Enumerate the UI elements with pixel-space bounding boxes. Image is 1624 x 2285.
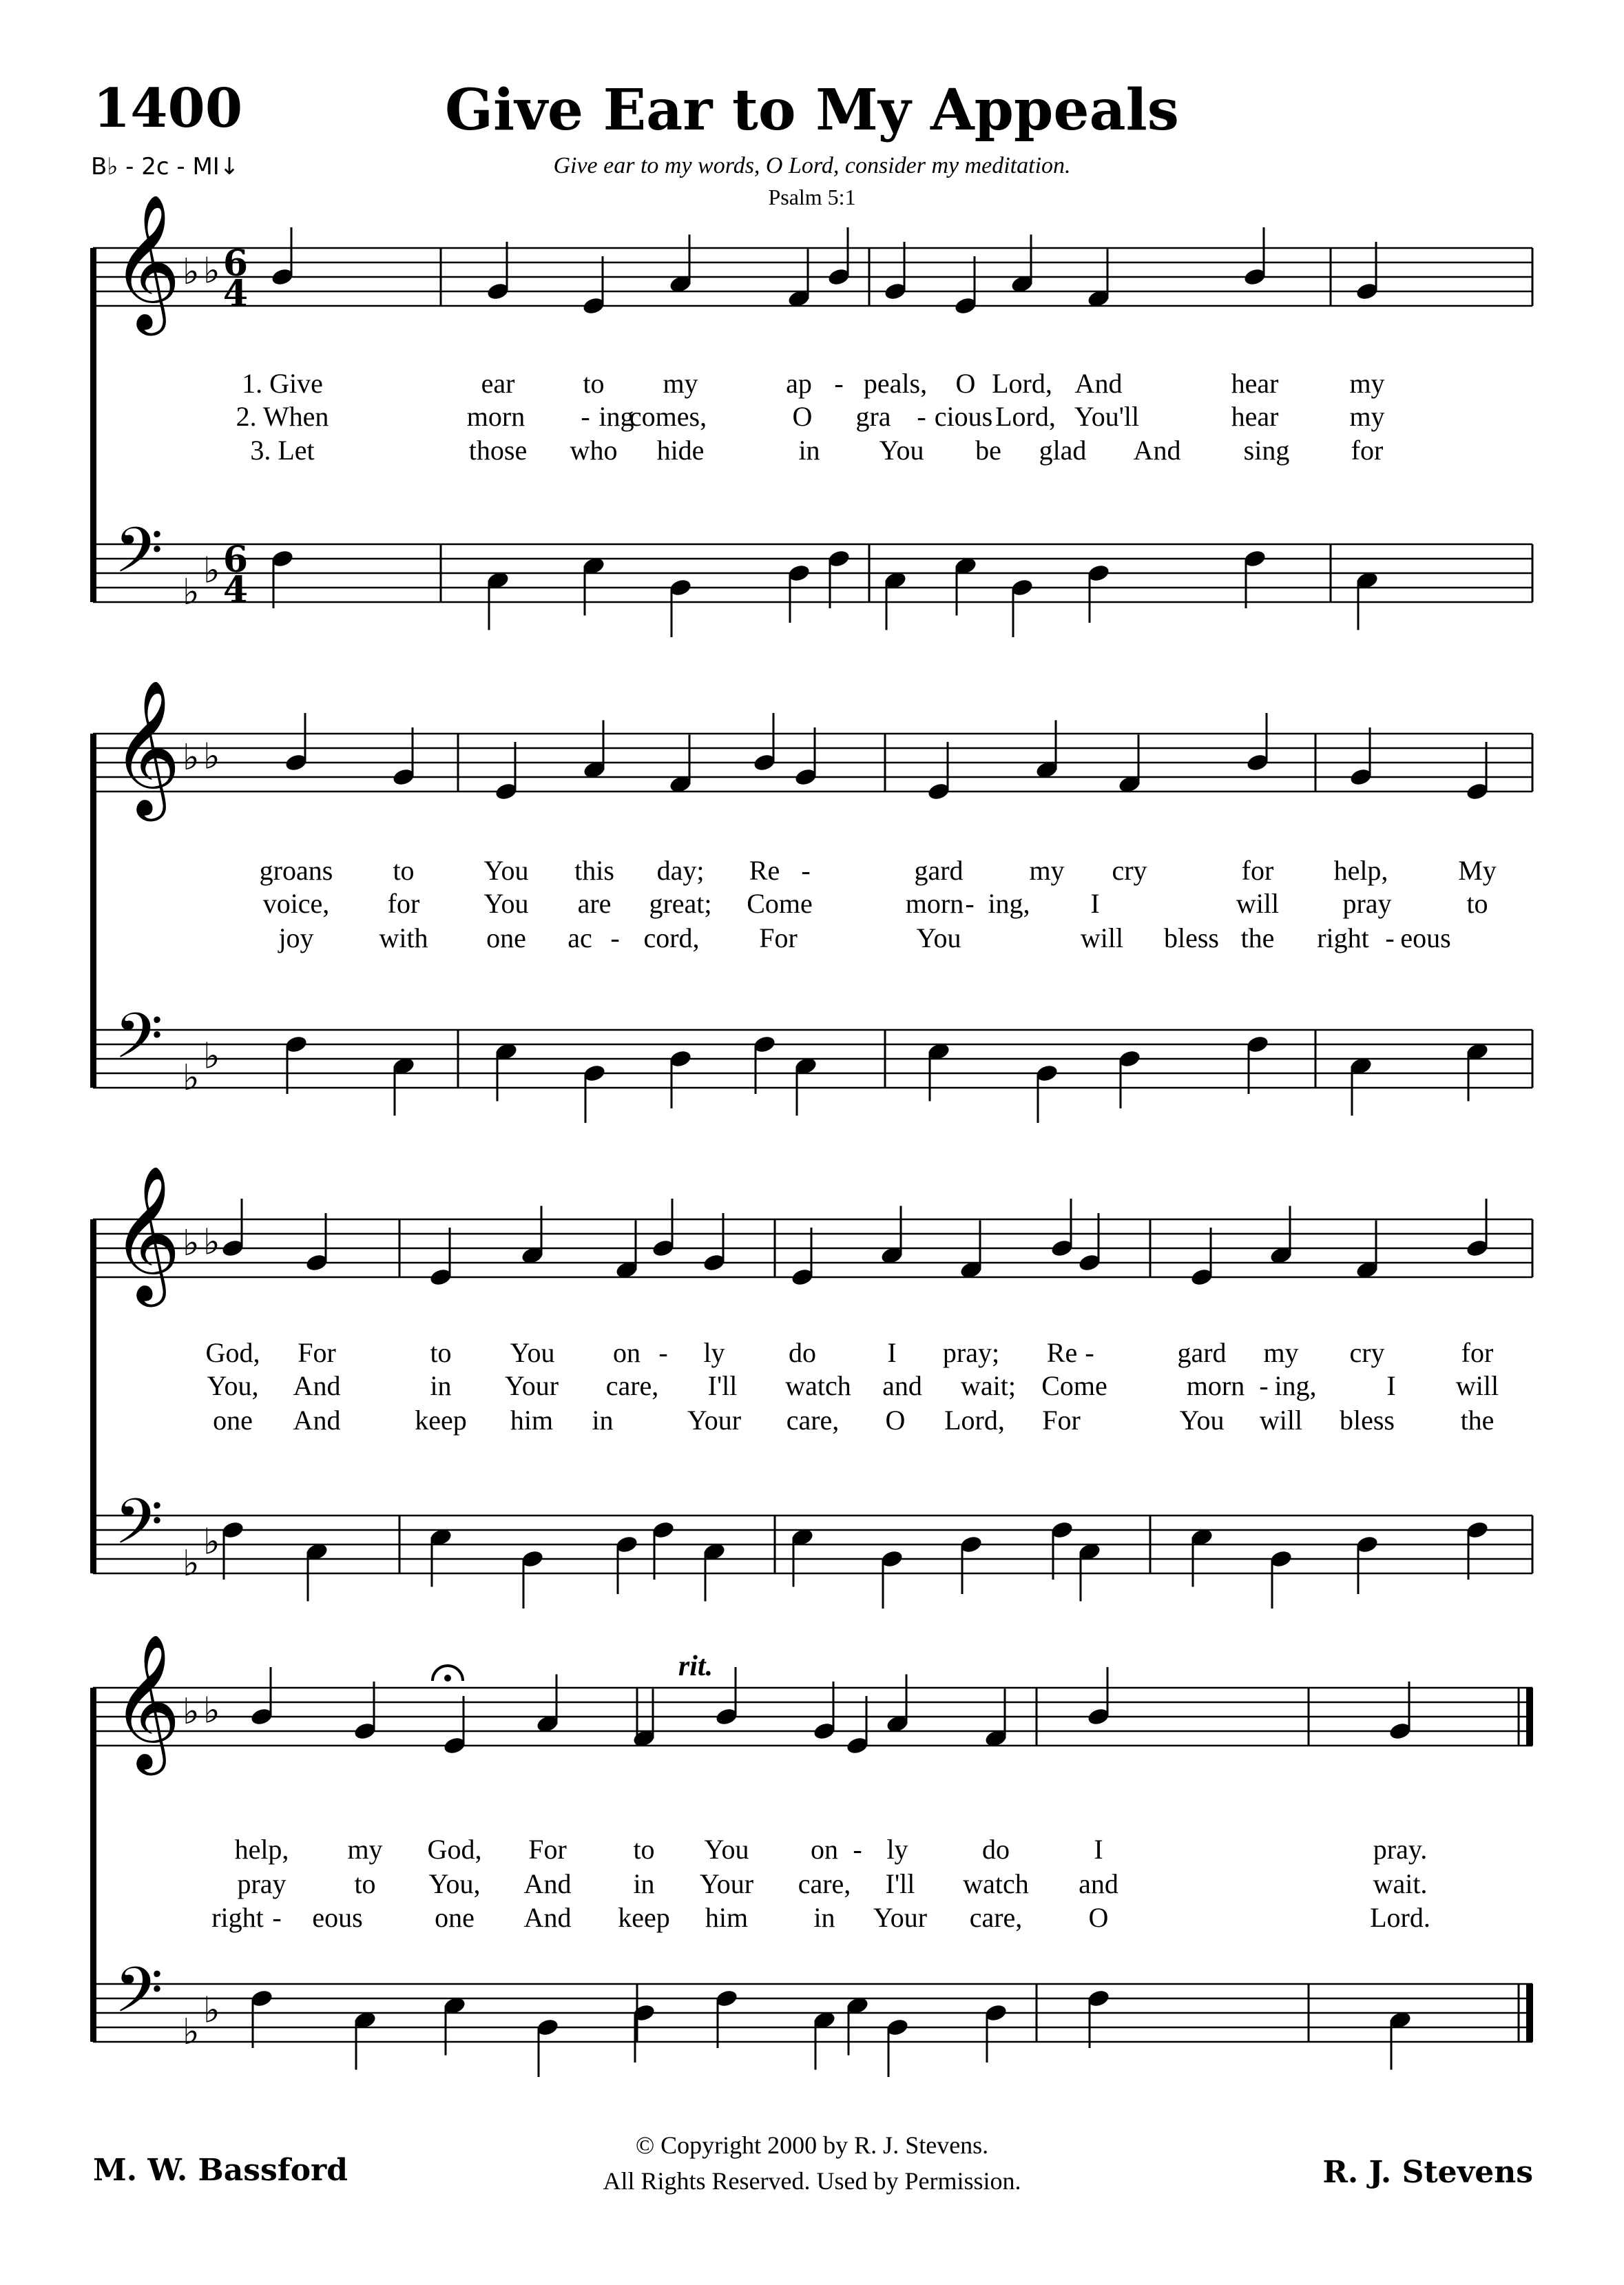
- bass-clef-icon: 𝄢: [114, 1000, 163, 1088]
- lyric-syllable: in: [430, 1370, 452, 1401]
- lyric-syllable: My: [1458, 855, 1497, 886]
- lyric-syllable: -: [1259, 1370, 1269, 1401]
- lyric-syllable: comes,: [629, 401, 707, 432]
- lyric-syllable: And: [293, 1370, 341, 1401]
- lyric-syllable: sing: [1243, 435, 1290, 466]
- lyric-syllable: Lord,: [992, 368, 1052, 399]
- rit-marking: rit.: [678, 1651, 714, 1682]
- lyric-syllable: -: [965, 888, 975, 919]
- lyric-syllable: O: [955, 368, 976, 399]
- lyric-syllable: to: [354, 1868, 376, 1899]
- lyric-syllable: -: [801, 855, 811, 886]
- lyric-syllable: -: [853, 1834, 862, 1865]
- lyric-syllable: cry: [1349, 1337, 1385, 1368]
- lyric-syllable: ing: [598, 401, 634, 432]
- lyric-syllable: God,: [427, 1834, 482, 1865]
- lyric-syllable: in: [633, 1868, 655, 1899]
- bass-clef-icon: 𝄢: [114, 1954, 163, 2042]
- lyric-syllable: Your: [699, 1868, 754, 1899]
- lyric-syllable: in: [592, 1405, 614, 1436]
- lyric-syllable: ing,: [988, 888, 1030, 919]
- time-signature-bottom: 4: [222, 569, 249, 611]
- lyric-syllable: -: [834, 368, 844, 399]
- flat-icon: ♭: [183, 1057, 200, 1099]
- lyric-syllable: groans: [259, 855, 333, 886]
- lyric-syllable: great;: [649, 888, 712, 919]
- bass-clef-icon: 𝄢: [114, 514, 163, 602]
- lyric-syllable: him: [510, 1405, 554, 1436]
- lyric-syllable: wait;: [961, 1370, 1016, 1401]
- lyric-syllable: For: [298, 1337, 336, 1368]
- lyric-syllable: And: [1133, 435, 1181, 466]
- lyric-syllable: to: [633, 1834, 655, 1865]
- lyric-syllable: will: [1455, 1370, 1499, 1401]
- lyric-syllable: You: [510, 1337, 555, 1368]
- lyric-syllable: Come: [747, 888, 813, 919]
- lyric-syllable: care,: [786, 1405, 840, 1436]
- lyric-syllable: right: [211, 1902, 264, 1933]
- lyric-syllable: O: [1088, 1902, 1109, 1933]
- lyric-syllable: this: [574, 855, 614, 886]
- lyric-syllable: on: [613, 1337, 641, 1368]
- poet-credit: M. W. Bassford: [93, 2153, 348, 2188]
- lyric-syllable: I: [887, 1337, 897, 1368]
- lyric-syllable: to: [1466, 888, 1488, 919]
- key-info: B♭ - 2c - MI↓: [91, 153, 240, 180]
- flat-icon: ♭: [203, 550, 220, 592]
- bass-clef-icon: 𝄢: [114, 1485, 163, 1573]
- lyric-syllable: my: [1263, 1337, 1299, 1368]
- lyric-syllable: will: [1236, 888, 1280, 919]
- lyric-syllable: in: [813, 1902, 835, 1933]
- lyric-syllable: You,: [207, 1370, 259, 1401]
- lyric-syllable: -: [658, 1337, 668, 1368]
- lyric-syllable: -: [1385, 922, 1395, 953]
- copyright-line-1: © Copyright 2000 by R. J. Stevens.: [635, 2131, 989, 2159]
- flat-icon: ♭: [183, 1543, 200, 1584]
- time-signature-top: 6: [222, 242, 249, 285]
- lyric-syllable: You,: [428, 1868, 481, 1899]
- lyric-syllable: ing,: [1274, 1370, 1317, 1401]
- lyric-syllable: do: [982, 1834, 1010, 1865]
- time-signature-bottom: 4: [222, 273, 249, 315]
- system-bracket: [90, 1688, 96, 2042]
- lyric-syllable: keep: [618, 1902, 670, 1933]
- final-barline-thick: [1526, 1688, 1533, 1746]
- lyric-syllable: ly: [886, 1834, 908, 1865]
- lyric-syllable: -: [581, 401, 590, 432]
- lyric-syllable: Your: [504, 1370, 559, 1401]
- lyric-syllable: cord,: [643, 922, 700, 953]
- lyric-syllable: care,: [605, 1370, 659, 1401]
- lyric-syllable: morn: [1186, 1370, 1245, 1401]
- lyric-syllable: ap: [786, 368, 812, 399]
- lyric-syllable: cious: [934, 401, 993, 432]
- treble-clef-icon: 𝄞: [112, 194, 181, 330]
- flat-icon: ♭: [203, 1035, 220, 1077]
- lyric-syllable: glad: [1039, 435, 1087, 466]
- lyric-syllable: bless: [1340, 1405, 1395, 1436]
- lyric-syllable: him: [705, 1902, 749, 1933]
- lyric-syllable: You: [1179, 1405, 1225, 1436]
- system-bracket: [90, 734, 96, 1088]
- lyric-syllable: You: [483, 888, 529, 919]
- flat-icon: ♭: [203, 1690, 220, 1732]
- treble-clef-icon: 𝄞: [112, 1165, 181, 1301]
- copyright-line-2: All Rights Reserved. Used by Permission.: [603, 2167, 1021, 2195]
- lyric-syllable: pray;: [942, 1337, 1000, 1368]
- lyric-syllable: Lord,: [995, 401, 1056, 432]
- lyric-syllable: care,: [969, 1902, 1023, 1933]
- lyric-syllable: And: [523, 1902, 572, 1933]
- flat-icon: ♭: [183, 572, 200, 613]
- lyric-syllable: eous: [1400, 922, 1451, 953]
- lyric-syllable: For: [759, 922, 798, 953]
- flat-icon: ♭: [183, 2012, 200, 2053]
- lyric-syllable: pray: [237, 1868, 287, 1899]
- flat-icon: ♭: [183, 737, 200, 778]
- lyric-syllable: keep: [415, 1405, 467, 1436]
- lyric-syllable: morn: [466, 401, 525, 432]
- lyric-syllable: help,: [1333, 855, 1388, 886]
- lyric-syllable: Lord,: [944, 1405, 1005, 1436]
- lyric-syllable: one: [213, 1405, 253, 1436]
- lyric-syllable: cry: [1112, 855, 1147, 886]
- lyric-syllable: And: [1074, 368, 1123, 399]
- lyric-syllable: eous: [312, 1902, 363, 1933]
- lyric-syllable: 1. Give: [242, 368, 323, 399]
- lyric-syllable: do: [789, 1337, 816, 1368]
- epigraph-reference: Psalm 5:1: [768, 185, 856, 209]
- epigraph: Give ear to my words, O Lord, consider my meditation.: [553, 153, 1071, 178]
- lyric-syllable: my: [1349, 368, 1385, 399]
- lyric-syllable: Come: [1041, 1370, 1107, 1401]
- lyric-syllable: bless: [1164, 922, 1219, 953]
- lyric-syllable: help,: [234, 1834, 289, 1865]
- lyric-syllable: I: [1090, 888, 1100, 919]
- lyric-syllable: hear: [1231, 401, 1279, 432]
- lyric-syllable: my: [663, 368, 698, 399]
- fermata-dot: [444, 1675, 451, 1682]
- lyric-syllable: peals,: [863, 368, 928, 399]
- hymn-number: 1400: [93, 77, 243, 140]
- lyric-syllable: gard: [1177, 1337, 1227, 1368]
- lyric-syllable: You: [704, 1834, 749, 1865]
- lyric-syllable: pray: [1342, 888, 1392, 919]
- lyric-syllable: joy: [278, 922, 314, 953]
- lyric-syllable: my: [1349, 401, 1385, 432]
- lyric-syllable: care,: [798, 1868, 851, 1899]
- lyric-syllable: for: [387, 888, 420, 919]
- lyric-syllable: Your: [687, 1405, 742, 1436]
- lyric-syllable: 3. Let: [250, 435, 315, 466]
- hymn-title: Give Ear to My Appeals: [445, 77, 1179, 143]
- lyric-syllable: for: [1351, 435, 1384, 466]
- flat-icon: ♭: [183, 1691, 200, 1733]
- lyric-syllable: Your: [873, 1902, 928, 1933]
- lyric-syllable: God,: [205, 1337, 260, 1368]
- lyric-syllable: day;: [656, 855, 705, 886]
- lyric-syllable: -: [1085, 1337, 1094, 1368]
- system-bracket: [90, 1219, 96, 1573]
- lyric-syllable: -: [272, 1902, 282, 1933]
- lyric-syllable: for: [1241, 855, 1274, 886]
- lyric-syllable: gard: [914, 855, 964, 886]
- lyric-syllable: are: [577, 888, 612, 919]
- lyric-syllable: watch: [963, 1868, 1029, 1899]
- flat-icon: ♭: [203, 250, 220, 292]
- lyric-syllable: in: [798, 435, 820, 466]
- lyric-syllable: those: [468, 435, 528, 466]
- lyric-syllable: one: [486, 922, 526, 953]
- lyric-syllable: I: [1094, 1834, 1103, 1865]
- time-signature-top: 6: [222, 539, 249, 581]
- lyric-syllable: 2. When: [236, 401, 329, 432]
- lyric-syllable: -: [917, 401, 926, 432]
- lyric-syllable: ac: [568, 922, 592, 953]
- lyric-syllable: You: [879, 435, 924, 466]
- lyric-syllable: And: [293, 1405, 341, 1436]
- lyric-syllable: For: [528, 1834, 567, 1865]
- flat-icon: ♭: [203, 1521, 220, 1563]
- composer-credit: R. J. Stevens: [1322, 2155, 1533, 2190]
- lyric-syllable: I'll: [885, 1868, 915, 1899]
- lyric-syllable: hide: [656, 435, 705, 466]
- lyric-syllable: my: [347, 1834, 383, 1865]
- treble-clef-icon: 𝄞: [112, 679, 181, 816]
- lyric-syllable: gra: [855, 401, 891, 432]
- lyric-syllable: to: [583, 368, 605, 399]
- flat-icon: ♭: [203, 1989, 220, 2031]
- lyric-syllable: the: [1460, 1405, 1495, 1436]
- flat-icon: ♭: [203, 736, 220, 778]
- lyric-syllable: And: [523, 1868, 572, 1899]
- lyric-syllable: ly: [703, 1337, 725, 1368]
- lyric-syllable: right: [1317, 922, 1369, 953]
- lyric-syllable: voice,: [262, 888, 330, 919]
- lyric-syllable: wait.: [1373, 1868, 1428, 1899]
- lyric-syllable: to: [393, 855, 415, 886]
- lyric-syllable: morn: [905, 888, 964, 919]
- flat-icon: ♭: [183, 1223, 200, 1264]
- lyric-syllable: be: [975, 435, 1001, 466]
- lyric-syllable: will: [1080, 922, 1124, 953]
- lyric-syllable: O: [885, 1405, 906, 1436]
- lyric-syllable: the: [1240, 922, 1275, 953]
- lyric-syllable: and: [882, 1370, 922, 1401]
- lyric-syllable: Re: [1046, 1337, 1078, 1368]
- flat-icon: ♭: [183, 251, 200, 293]
- lyric-syllable: and: [1079, 1868, 1118, 1899]
- lyric-syllable: Lord.: [1370, 1902, 1430, 1933]
- lyric-syllable: ear: [481, 368, 515, 399]
- lyric-syllable: for: [1461, 1337, 1494, 1368]
- lyric-syllable: Re: [749, 855, 780, 886]
- lyric-syllable: For: [1042, 1405, 1081, 1436]
- lyric-syllable: I: [1386, 1370, 1396, 1401]
- lyric-syllable: hear: [1231, 368, 1279, 399]
- lyric-syllable: will: [1259, 1405, 1303, 1436]
- lyric-syllable: with: [379, 922, 428, 953]
- lyric-syllable: on: [811, 1834, 838, 1865]
- lyric-syllable: You'll: [1074, 401, 1140, 432]
- lyric-syllable: one: [435, 1902, 475, 1933]
- lyric-syllable: who: [570, 435, 618, 466]
- treble-clef-icon: 𝄞: [112, 1633, 181, 1770]
- lyric-syllable: You: [916, 922, 961, 953]
- lyric-syllable: to: [430, 1337, 452, 1368]
- final-barline-thick: [1526, 1984, 1533, 2042]
- lyric-syllable: O: [792, 401, 813, 432]
- lyric-syllable: -: [610, 922, 620, 953]
- flat-icon: ♭: [203, 1221, 220, 1263]
- lyric-syllable: pray.: [1373, 1834, 1428, 1865]
- lyric-syllable: watch: [785, 1370, 851, 1401]
- lyric-syllable: my: [1029, 855, 1065, 886]
- lyric-syllable: You: [483, 855, 529, 886]
- system-bracket: [90, 248, 96, 602]
- lyric-syllable: I'll: [707, 1370, 738, 1401]
